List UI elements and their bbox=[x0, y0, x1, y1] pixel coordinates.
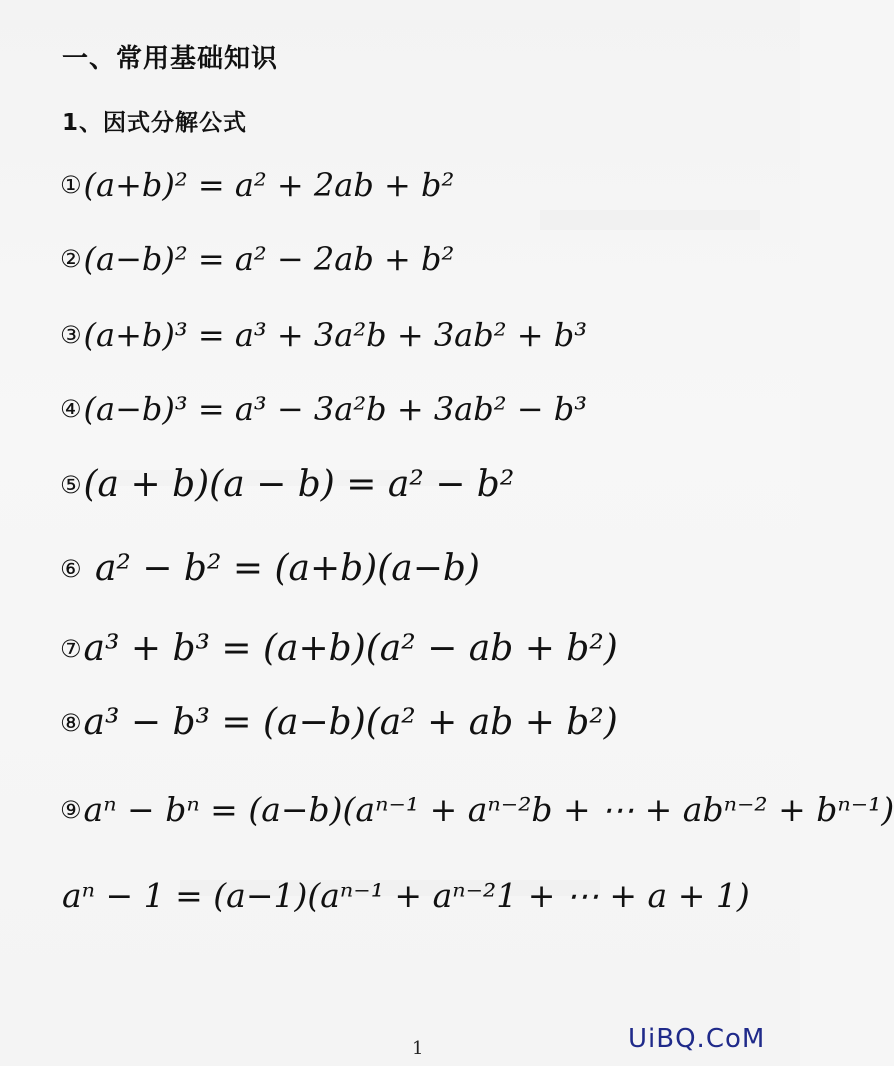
formula-8 bbox=[60, 702, 618, 743]
formula-3 bbox=[60, 316, 587, 354]
formula-marker: ① bbox=[60, 171, 82, 199]
formula-expression: aⁿ − 1 = (a−1)(aⁿ⁻¹ + aⁿ⁻²1 + ⋯ + a + 1) bbox=[62, 876, 750, 915]
formula-expression: (a+b)² = a² + 2ab + b² bbox=[83, 166, 455, 204]
formula-expression: (a−b)² = a² − 2ab + b² bbox=[83, 240, 455, 278]
formula-marker: ② bbox=[60, 245, 82, 273]
formula-expression: (a+b)³ = a³ + 3a²b + 3ab² + b³ bbox=[83, 316, 588, 354]
formula-marker: ③ bbox=[60, 321, 82, 349]
page-number: 1 bbox=[412, 1038, 424, 1059]
formula-1 bbox=[60, 166, 454, 204]
formula-marker: ⑧ bbox=[60, 709, 82, 737]
watermark-logo: UiBQ.CoM bbox=[628, 1024, 766, 1054]
formula-7 bbox=[60, 628, 618, 669]
formula-expression: (a + b)(a − b) = a² − b² bbox=[83, 464, 515, 505]
formula-5 bbox=[60, 464, 514, 505]
formula-10 bbox=[60, 876, 750, 915]
formula-9 bbox=[60, 790, 894, 829]
formula-expression: aⁿ − bⁿ = (a−b)(aⁿ⁻¹ + aⁿ⁻²b + ⋯ + abⁿ⁻² + bⁿ⁻¹) bbox=[83, 790, 894, 829]
formula-expression: a³ − b³ = (a−b)(a² + ab + b²) bbox=[83, 702, 618, 743]
bleed-through-shadow bbox=[540, 210, 760, 230]
formula-expression: a³ + b³ = (a+b)(a² − ab + b²) bbox=[83, 628, 618, 669]
section-title: 一、常用基础知识 bbox=[62, 44, 279, 74]
formula-marker: ⑦ bbox=[60, 635, 82, 663]
formula-marker: ④ bbox=[60, 395, 82, 423]
formula-4 bbox=[60, 390, 587, 428]
formula-marker: ⑤ bbox=[60, 471, 82, 499]
formula-expression: a² − b² = (a+b)(a−b) bbox=[94, 548, 480, 589]
formula-expression: (a−b)³ = a³ − 3a²b + 3ab² − b³ bbox=[83, 390, 588, 428]
formula-marker: ⑥ bbox=[60, 555, 82, 583]
formula-2 bbox=[60, 240, 454, 278]
formula-marker: ⑨ bbox=[60, 796, 82, 824]
formula-6 bbox=[60, 548, 480, 589]
subsection-title: 1、因式分解公式 bbox=[62, 110, 248, 136]
